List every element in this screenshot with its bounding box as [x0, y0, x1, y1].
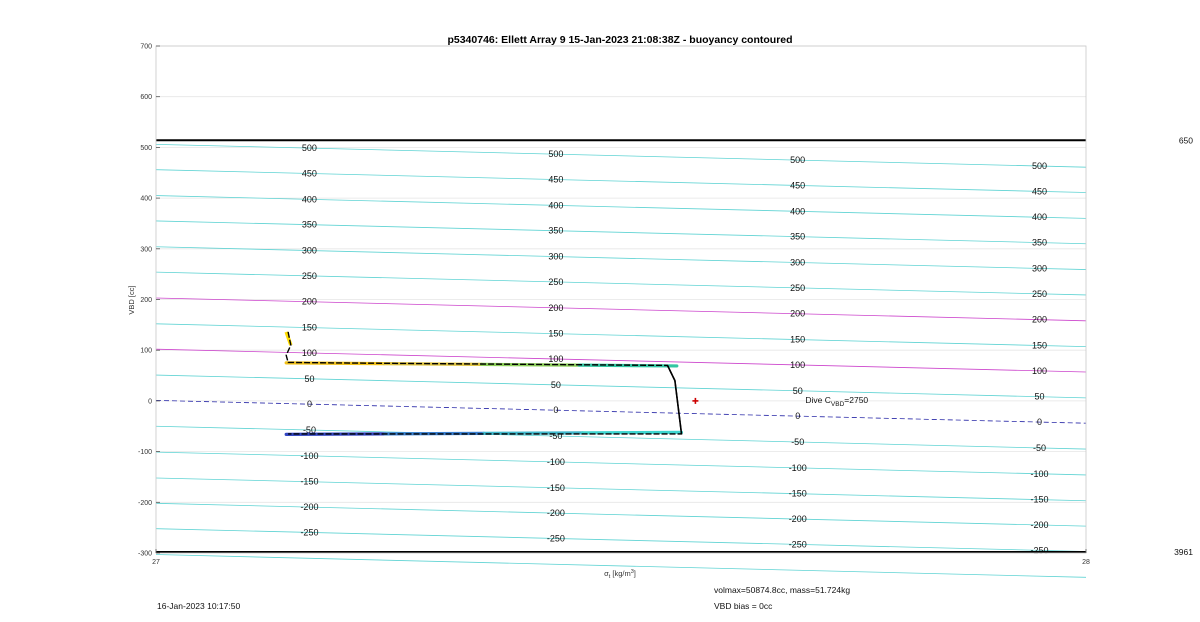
- contour-label: 400: [301, 194, 317, 205]
- contour-lines: [156, 144, 1086, 577]
- contour-label: -50: [302, 425, 316, 436]
- contour-label: -250: [546, 533, 565, 544]
- contour-label: -200: [1030, 519, 1049, 530]
- y-tick-label: 200: [140, 297, 152, 304]
- contour-label: 100: [790, 359, 806, 370]
- contour-label: 200: [790, 308, 806, 319]
- contour-label: -50: [791, 436, 805, 447]
- contour-label: 100: [548, 353, 564, 364]
- contour-label: -100: [788, 462, 807, 473]
- contour-label: 100: [301, 347, 317, 358]
- contour-label: 500: [301, 143, 317, 154]
- footer-vbd-bias: VBD bias = 0cc: [714, 601, 773, 611]
- dive-path-turn: [668, 365, 682, 434]
- contour-label: 250: [301, 270, 317, 281]
- contour-label: 450: [790, 180, 806, 191]
- contour-label: 400: [1031, 212, 1048, 223]
- contour-label: 50: [550, 379, 561, 390]
- contour-line: [156, 170, 1086, 193]
- contour-label: 400: [790, 206, 806, 217]
- contour-label: 500: [548, 149, 564, 160]
- contour-label: 200: [301, 296, 317, 307]
- contour-line: [156, 272, 1086, 295]
- y-tick-label: 600: [140, 94, 152, 102]
- reference-line-label: 650: [1178, 135, 1193, 146]
- reference-line-labels: [1174, 135, 1193, 557]
- contour-label: 200: [548, 302, 564, 313]
- footer-timestamp: 16-Jan-2023 10:17:50: [157, 601, 241, 611]
- contour-label: 150: [790, 334, 806, 345]
- contour-label: -200: [788, 514, 807, 525]
- contour-label: 150: [301, 322, 317, 333]
- contour-line: [156, 503, 1086, 526]
- y-axis-ticks: [138, 44, 160, 558]
- contour-label: 50: [304, 373, 315, 384]
- contour-label: 500: [1031, 161, 1048, 172]
- contour-label: -100: [300, 450, 319, 461]
- contour-label: -150: [546, 482, 565, 493]
- contour-label: 250: [1031, 288, 1048, 299]
- contour-label: 0: [553, 405, 559, 416]
- y-tick-label: 700: [140, 43, 152, 51]
- contour-label: -50: [1032, 442, 1047, 453]
- contour-label: 350: [301, 219, 317, 230]
- contour-label: -100: [1030, 468, 1049, 479]
- contour-label: -250: [788, 539, 807, 550]
- contour-label: 350: [548, 225, 564, 236]
- contour-label: 50: [1034, 391, 1045, 402]
- y-axis-label: VBD [cc]: [127, 285, 136, 315]
- dive-cvbd-label: Dive $C_{VBD}=2750$: [805, 394, 869, 408]
- y-tick-label: -100: [137, 449, 152, 457]
- contour-label: 300: [1031, 263, 1048, 274]
- contour-label: 300: [548, 251, 564, 262]
- contour-labels: [300, 143, 1048, 555]
- y-tick-label: -200: [137, 499, 152, 507]
- contour-line: [156, 478, 1086, 501]
- contour-label: 350: [1031, 237, 1048, 248]
- contour-label: 200: [1031, 314, 1048, 325]
- y-tick-label: -300: [137, 550, 152, 558]
- contour-label: 0: [1036, 417, 1043, 428]
- contour-label: -100: [546, 456, 565, 467]
- contour-label: 150: [1031, 340, 1048, 351]
- contour-line: [156, 452, 1086, 475]
- contour-label: 250: [548, 276, 564, 287]
- x-axis-label: $\sigma_t$ $[kg/m^3]$: [604, 569, 636, 580]
- contour-label: -150: [300, 476, 319, 487]
- contour-label: 500: [790, 155, 806, 166]
- contour-label: 50: [792, 385, 803, 396]
- contour-label: 450: [1031, 186, 1048, 197]
- contour-line: [156, 400, 1086, 423]
- contour-label: 450: [301, 168, 317, 179]
- x-tick-label: 27: [152, 559, 160, 566]
- y-tick-label: 500: [140, 144, 152, 152]
- y-tick-label: 0: [148, 398, 152, 406]
- grid: [156, 46, 1086, 556]
- contour-line: [156, 529, 1086, 552]
- contour-label: -250: [300, 527, 319, 538]
- y-tick-label: 400: [140, 195, 152, 203]
- contour-label: -250: [1030, 545, 1049, 556]
- contour-label: 400: [548, 200, 564, 211]
- contour-label: 0: [795, 411, 801, 422]
- contour-label: -50: [549, 431, 563, 442]
- y-tick-label: 100: [140, 347, 152, 355]
- contour-line: [156, 221, 1086, 244]
- contour-label: -150: [1030, 494, 1049, 505]
- chart-title: p5340746: Ellett Array 9 15-Jan-2023 21:08:38Z - buoyancy contoured: [447, 34, 793, 46]
- contour-line: [156, 324, 1086, 347]
- reference-lines: [156, 140, 1086, 552]
- contour-line: [156, 349, 1086, 372]
- contour-label: 300: [790, 257, 806, 268]
- contour-line: [156, 196, 1086, 219]
- contour-label: 450: [548, 174, 564, 185]
- reference-line-label: 3961: [1174, 546, 1193, 557]
- footer-volmax: volmax=50874.8cc, mass=51.724kg: [714, 585, 851, 595]
- contour-label: 100: [1031, 365, 1048, 376]
- contour-line: [156, 375, 1086, 398]
- contour-label: 150: [548, 328, 564, 339]
- contour-label: -200: [300, 502, 319, 513]
- contour-label: -200: [546, 508, 565, 519]
- contour-label: 250: [790, 282, 806, 293]
- contour-label: 350: [790, 231, 806, 242]
- contour-line: [156, 298, 1086, 321]
- y-tick-label: 300: [140, 246, 152, 254]
- contour-line: [156, 426, 1086, 449]
- x-tick-label: 28: [1082, 559, 1090, 566]
- contour-line: [156, 247, 1086, 270]
- contour-label: 300: [301, 245, 317, 256]
- contour-label: 0: [306, 399, 312, 410]
- dive-segment: [583, 432, 682, 433]
- marker-layer: [692, 398, 698, 404]
- contour-label: -150: [788, 488, 807, 499]
